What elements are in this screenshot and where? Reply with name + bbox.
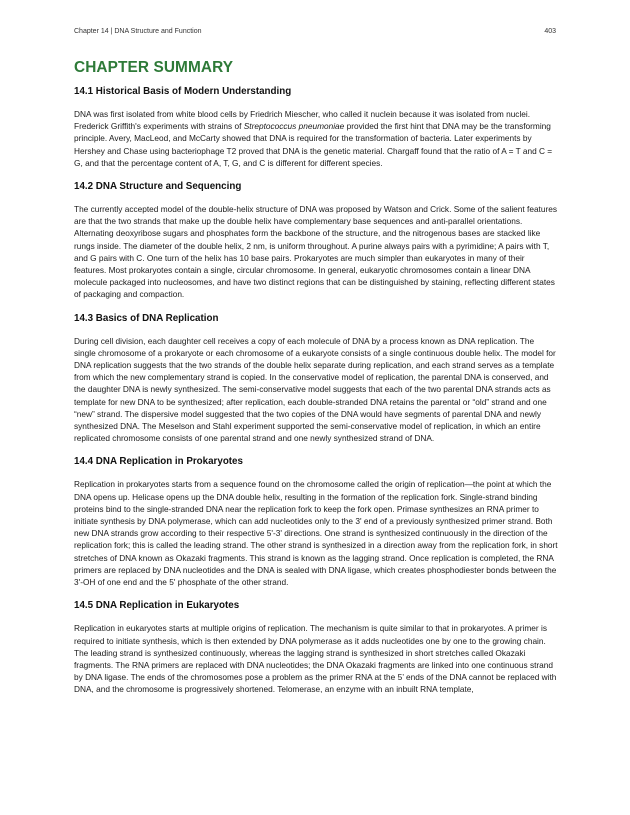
section-heading: 14.1 Historical Basis of Modern Understanding <box>74 86 292 97</box>
chapter-label: Chapter 14 | DNA Structure and Function <box>74 28 202 35</box>
section-heading: 14.4 DNA Replication in Prokaryotes <box>74 456 243 468</box>
section-body <box>74 108 558 169</box>
section-heading: 14.3 Basics of DNA Replication <box>74 312 219 324</box>
species-name: Streptococcus pneumoniae <box>243 121 345 132</box>
section-body: During cell division, each daughter cell receives a copy of each molecule of DNA by a process known as DNA replication. The single chromosome of a prokaryote or each chromosome of a eukaryote consists of a single continuous double helix. The model for DNA replication suggests that the two strands of the double helix separate during replication, and each strand serves as a template from which the new complementary strand is copied. In the conservative model of replication, the parental DNA is conserved, and the daughter DNA is newly synthesized. The semi-conservative model suggests that each of the two parental DNA strands acts as template for new DNA to be synthesized; after replication, each double-stranded DNA retains the parental or “old” strand and one “new” strand. The dispersive model suggested that the two copies of the DNA would have segments of parental DNA and newly synthesized DNA. The Meselson and Stahl experiment supported the semi-conservative model of replication, in which an entire replicated chromosome consists of one parental strand and one newly synthesized strand of DNA. <box>74 335 556 444</box>
page-header <box>74 26 556 38</box>
section-body: Replication in prokaryotes starts from a sequence found on the chromosome called the origin of replication—the point at which the DNA opens up. Helicase opens up the DNA double helix, resulting in the formation of the replication fork. Single-strand binding proteins bind to the single-stranded DNA near the replication fork to keep the fork open. Primase synthesizes an RNA primer to initiate synthesis by DNA polymerase, which can add nucleotides only to the 3' end of a previously synthesized primer strand. Both new DNA strands grow according to their respective 5'-3' directions. One strand is synthesized continuously in the direction of the replication fork; this is called the leading strand. The other strand is synthesized in a direction away from the replication fork, in short stretches of DNA known as Okazaki fragments. This strand is known as the lagging strand. Once replication is completed, the RNA primers are replaced by DNA nucleotides and the DNA is sealed with DNA ligase, which creates phosphodiester bonds between the 3'-OH of one end and the 5' phosphate of the other strand. <box>74 479 558 588</box>
section-body: The currently accepted model of the double-helix structure of DNA was proposed by Watson and Crick. Some of the salient features are that the two strands that make up the double helix have complementary base sequences and anti-parallel orientations. Alternating deoxyribose sugars and phosphates form the backbone of the structure, and the nitrogenous bases are stacked like rungs inside. The diameter of the double helix, 2 nm, is uniform throughout. A purine always pairs with a pyrimidine; A pairs with T, and G pairs with C. One turn of the helix has 10 base pairs. Prokaryotes are much simpler than eukaryotes in many of their features. Most prokaryotes contain a single, circular chromosome. In general, eukaryotic chromosomes contain a linear DNA molecule packaged into nucleosomes, and have two distinct regions that can be distinguished by staining, reflecting different states of packaging and compaction. <box>74 204 558 300</box>
section-body-text: provided the first hint that DNA may be the transforming principle. Avery, MacLeod, and McCarty showed that DNA is required for the transformation of bacteria. Later experiments by Hershey and Chase using bacteriophage T2 proved that DNA is the genetic material. Chargaff found that the ratio of A = T and C = G, and that the percentage content of A, T, G, and C is different for different species. <box>74 121 553 168</box>
section-heading: 14.5 DNA Replication in Eukaryotes <box>74 600 240 612</box>
page-number: 403 <box>544 28 556 35</box>
section-body: Replication in eukaryotes starts at multiple origins of replication. The mechanism is quite similar to that in prokaryotes. A primer is required to initiate synthesis, which is then extended by DNA polymerase as it adds nucleotides one by one to the growing chain. The leading strand is synthesized continuously, whereas the lagging strand is synthesized in short stretches called Okazaki fragments. The RNA primers are replaced with DNA nucleotides; the DNA Okazaki fragments are linked into one continuous strand by DNA ligase. The ends of the chromosomes pose a problem as the primer RNA at the 5’ ends of the DNA cannot be replaced with DNA, and the chromosome is progressively shortened. Telomerase, an enzyme with an inbuilt RNA template, <box>74 623 557 695</box>
section-heading: 14.2 DNA Structure and Sequencing <box>74 181 242 193</box>
section-body-text: DNA was first isolated from white blood cells by Friedrich Miescher, who called it nuclein because it was isolated from nuclei. Frederick Griffith's experiments with strains of <box>74 109 531 132</box>
chapter-title: CHAPTER SUMMARY <box>74 59 234 76</box>
page-content <box>74 58 558 708</box>
